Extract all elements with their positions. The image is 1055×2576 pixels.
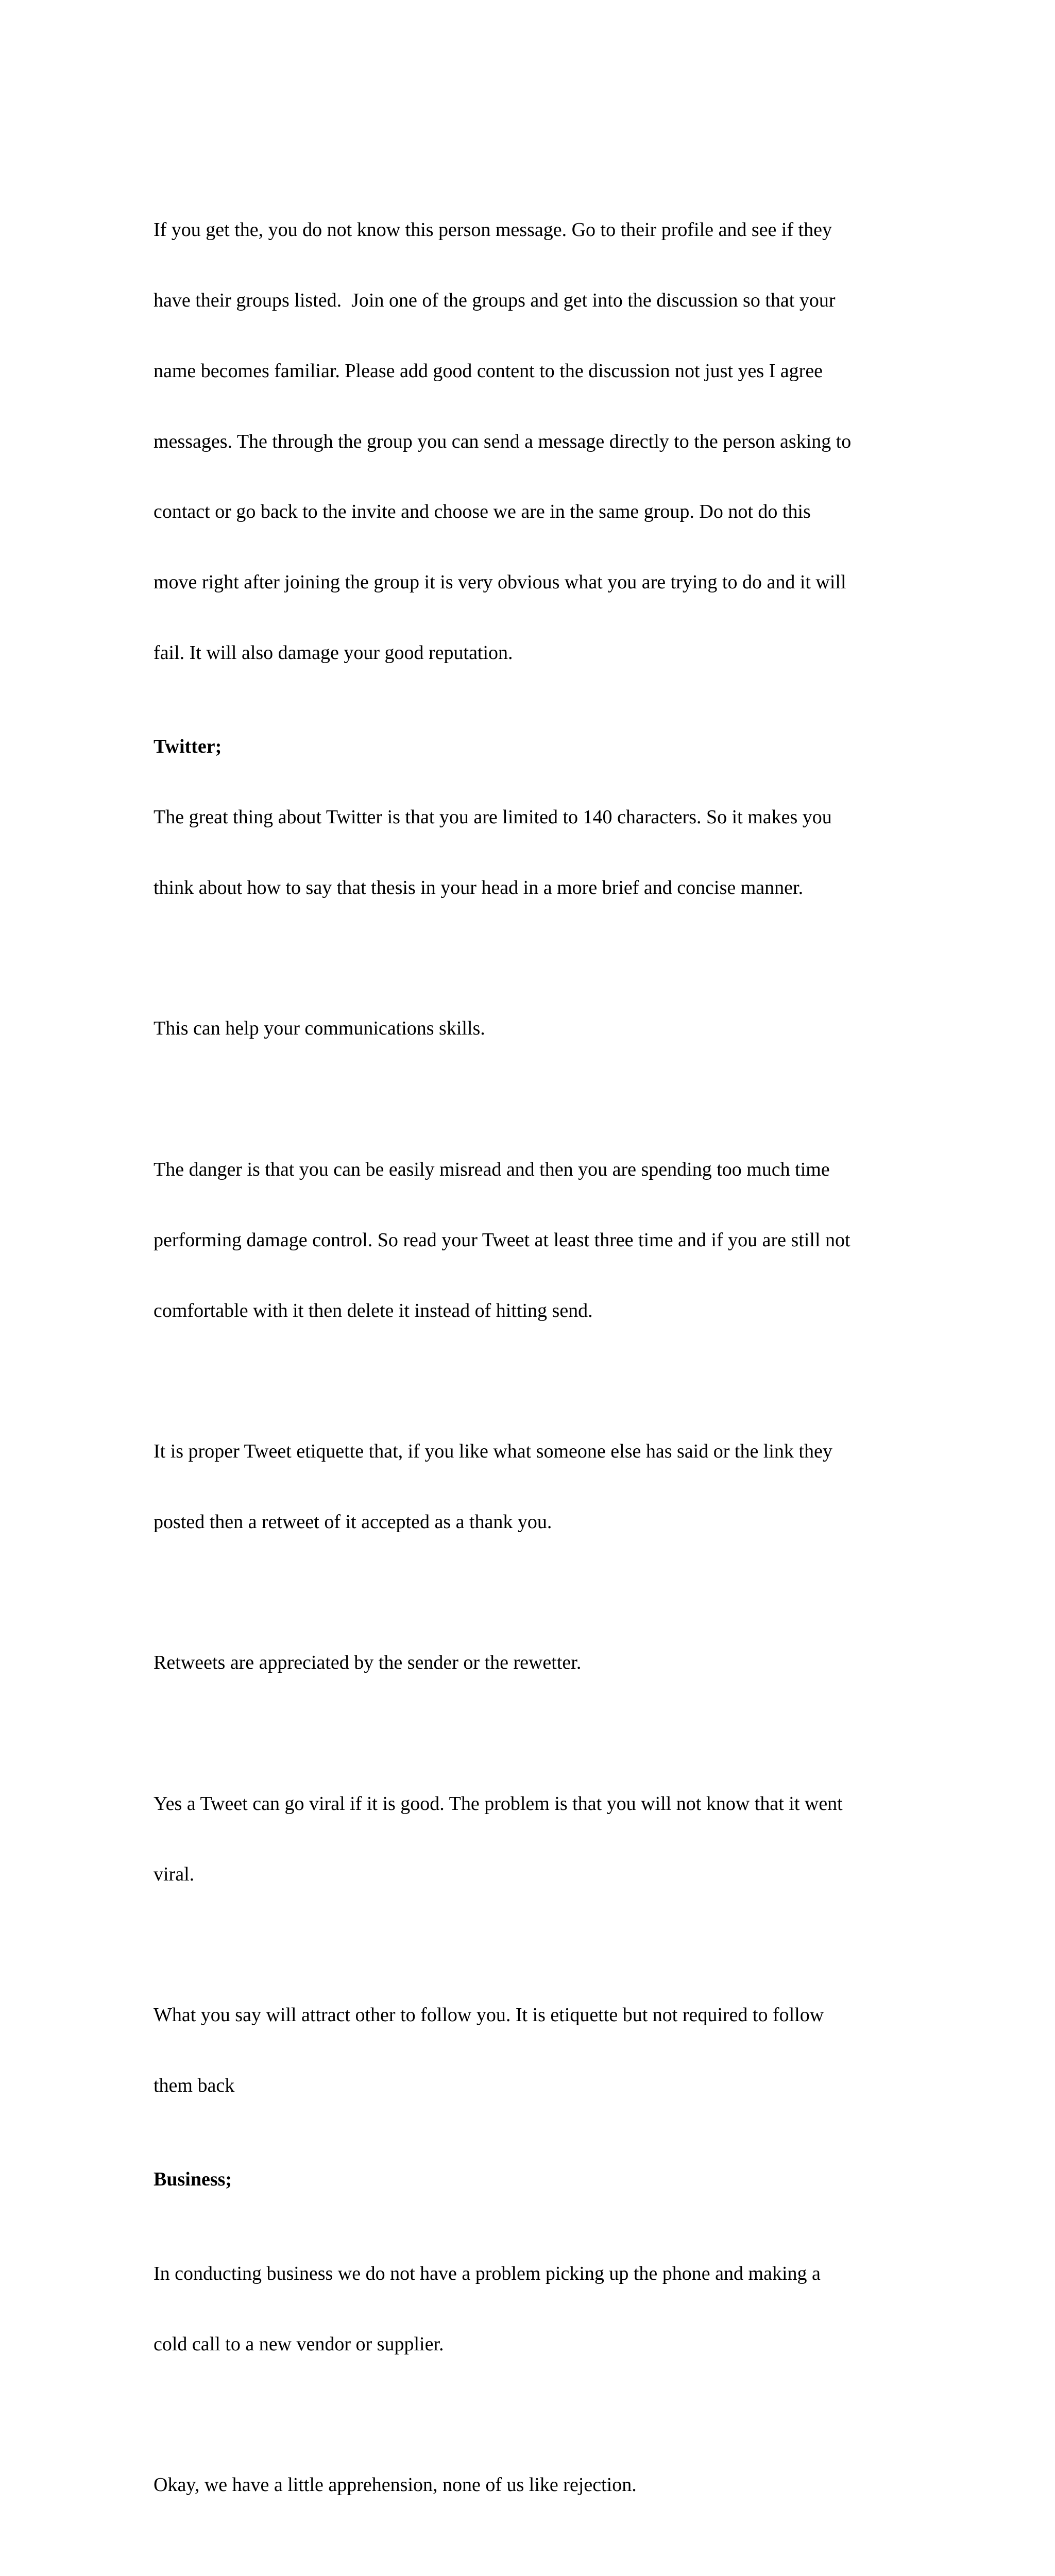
- text-line: have their groups listed. Join one of the groups and get into the discussion so that your: [154, 289, 836, 311]
- text-line: name becomes familiar. Please add good content to the discussion not just yes I agree: [154, 360, 823, 382]
- spacer: [154, 1088, 900, 1111]
- text-line: think about how to say that thesis in your head in a more brief and concise manner.: [154, 876, 804, 899]
- text-line: The great thing about Twitter is that you are limited to 140 characters. So it makes you: [154, 806, 832, 828]
- paragraph-viral: [154, 1745, 900, 1934]
- text-line: In conducting business we do not have a problem picking up the phone and making a: [154, 2262, 821, 2284]
- text-line: Retweets are appreciated by the sender or the rewetter.: [154, 1652, 582, 1674]
- text-line: contact or go back to the invite and choose we are in the same group. Do not do this: [154, 501, 811, 523]
- spacer: [154, 2145, 900, 2168]
- paragraph-followers: [154, 1957, 900, 2145]
- paragraph-tweet-etiquette: [154, 1393, 900, 1581]
- text-line: posted then a retweet of it accepted as a thank you.: [154, 1511, 552, 1533]
- section-heading-business: Business;: [154, 2168, 232, 2191]
- text-line: The danger is that you can be easily misread and then you are spending too much time: [154, 1158, 830, 1180]
- text-line: This can help your communications skills.: [154, 1018, 485, 1040]
- text-line: cold call to a new vendor or supplier.: [154, 2333, 444, 2355]
- paragraph-communication-skills: [154, 970, 900, 1088]
- paragraph-twitter-intro: [154, 759, 900, 947]
- text-line: fail. It will also damage your good reputation.: [154, 641, 513, 664]
- text-line: performing damage control. So read your Tweet at least three time and if you are still not: [154, 1229, 850, 1251]
- paragraph-retweets: [154, 1604, 900, 1722]
- spacer: [154, 2192, 900, 2215]
- paragraph-apprehension: [154, 2427, 900, 2544]
- paragraph-linkedin-groups: [154, 172, 900, 712]
- spacer: [154, 947, 900, 971]
- text-line: Okay, we have a little apprehension, none of us like rejection.: [154, 2474, 637, 2496]
- text-line: viral.: [154, 1863, 195, 1885]
- spacer: [154, 712, 900, 736]
- text-line: move right after joining the group it is very obvious what you are trying to do and it will: [154, 571, 846, 594]
- text-line: them back: [154, 2075, 235, 2097]
- spacer: [154, 2544, 900, 2568]
- text-line: comfortable with it then delete it instead of hitting send.: [154, 1299, 593, 1321]
- paragraph-business-voice: [154, 2568, 900, 2576]
- paragraph-danger: [154, 1111, 900, 1370]
- text-line: If you get the, you do not know this person message. Go to their profile and see if they: [154, 219, 832, 241]
- text-line: What you say will attract other to follow you. It is etiquette but not required to follow: [154, 2004, 824, 2026]
- text-line: Yes a Tweet can go viral if it is good. The problem is that you will not know that it went: [154, 1792, 843, 1815]
- section-heading-twitter: Twitter;: [154, 736, 222, 758]
- text-line: messages. The through the group you can send a message directly to the person asking to: [154, 430, 852, 452]
- spacer: [154, 1369, 900, 1393]
- spacer: [154, 1934, 900, 1957]
- document-body: [154, 172, 900, 2576]
- paragraph-cold-call: [154, 2215, 900, 2403]
- spacer: [154, 1722, 900, 1745]
- spacer: [154, 2403, 900, 2427]
- text-line: It is proper Tweet etiquette that, if you like what someone else has said or the link they: [154, 1440, 832, 1463]
- spacer: [154, 1581, 900, 1605]
